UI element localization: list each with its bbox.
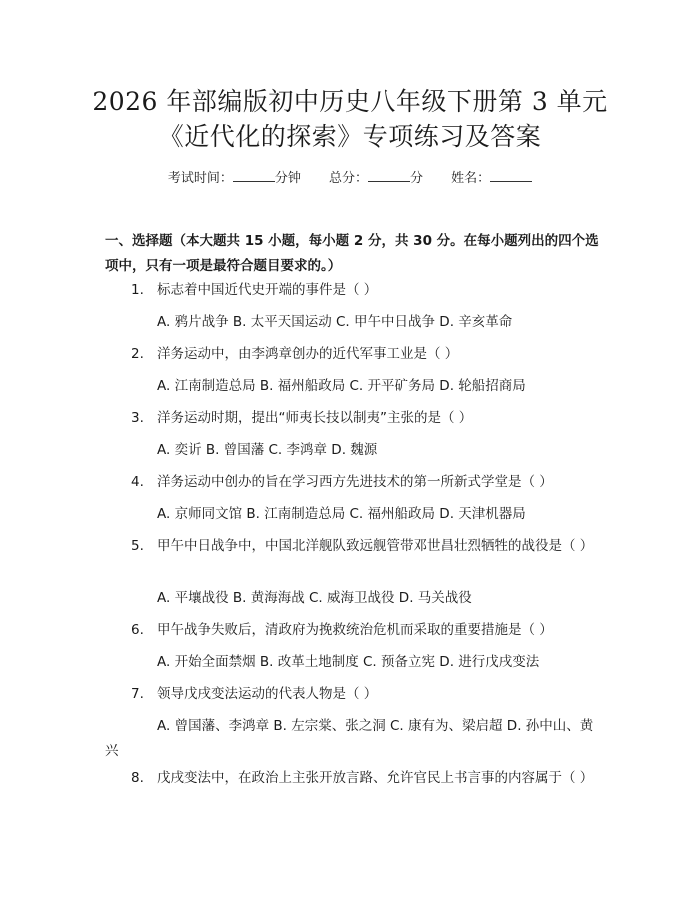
exam-time-field [168,167,301,189]
question-4 [105,470,600,495]
exam-info-row [0,167,700,189]
total-score-field [329,167,423,189]
question-6-options: A. 开始全面禁烟 B. 改革土地制度 C. 预备立宪 D. 进行戊戌变法 [157,654,540,670]
question-4-options: A. 京师同文馆 B. 江南制造总局 C. 福州船政局 D. 天津机器局 [157,506,526,522]
student-name-blank [490,167,532,182]
document-title-line-1: 2026 年部编版初中历史八年级下册第 3 单元 [92,87,608,116]
question-number: 2. [131,346,144,362]
question-text: 甲午战争失败后，清政府为挽救统治危机而采取的重要措施是（ ） [157,622,553,638]
total-score-label: 总分： [328,171,368,186]
question-number: 8. [131,770,144,786]
question-3 [105,406,600,431]
question-6 [105,618,600,643]
question-7 [105,682,600,707]
total-score-blank [368,167,410,182]
question-number: 6. [131,622,144,638]
question-8 [105,766,600,791]
question-1-options: A. 鸦片战争 B. 太平天国运动 C. 甲午中日战争 D. 辛亥革命 [157,314,513,330]
question-number: 1. [131,282,144,298]
total-score-unit: 分 [410,171,424,186]
question-number: 4. [131,474,144,490]
student-name-field [451,167,532,189]
question-2-options: A. 江南制造总局 B. 福州船政局 C. 开平矿务局 D. 轮船招商局 [157,378,526,394]
question-5 [105,534,600,559]
question-number: 3. [131,410,144,426]
section-heading: 一、选择题（本大题共 15 小题，每小题 2 分，共 30 分。在每小题列出的四个选项中，只有一项是最符合题目要求的。） [105,233,599,274]
document-title-line-2: 《近代化的探索》专项练习及答案 [158,122,542,151]
question-1 [105,278,600,303]
exam-time-label: 考试时间： [167,171,233,186]
question-2 [105,342,600,367]
question-text: 戊戌变法中，在政治上主张开放言路、允许官民上书言事的内容属于（ ） [157,770,594,786]
question-text: 洋务运动中，由李鸿章创办的近代军事工业是（ ） [157,346,459,362]
question-text: 标志着中国近代史开端的事件是（ ） [157,282,378,298]
student-name-label: 姓名： [451,171,491,186]
question-7-options: A. 曾国藩、李鸿章 B. 左宗棠、张之洞 C. 康有为、梁启超 D. 孙中山、黄兴 [105,718,594,759]
question-5-options: A. 平壤战役 B. 黄海海战 C. 威海卫战役 D. 马关战役 [157,590,472,606]
question-number: 5. [131,538,144,554]
question-number: 7. [131,686,144,702]
question-text: 洋务运动时期，提出“师夷长技以制夷”主张的是（ ） [157,410,473,426]
exam-time-unit: 分钟 [274,171,301,186]
exam-time-blank [233,167,275,182]
question-3-options: A. 奕䜣 B. 曾国藩 C. 李鸿章 D. 魏源 [157,442,378,458]
question-text: 甲午中日战争中，中国北洋舰队致远舰管带邓世昌壮烈牺牲的战役是（ ） [157,538,594,554]
question-text: 洋务运动中创办的旨在学习西方先进技术的第一所新式学堂是（ ） [157,474,553,490]
question-text: 领导戊戌变法运动的代表人物是（ ） [157,686,378,702]
